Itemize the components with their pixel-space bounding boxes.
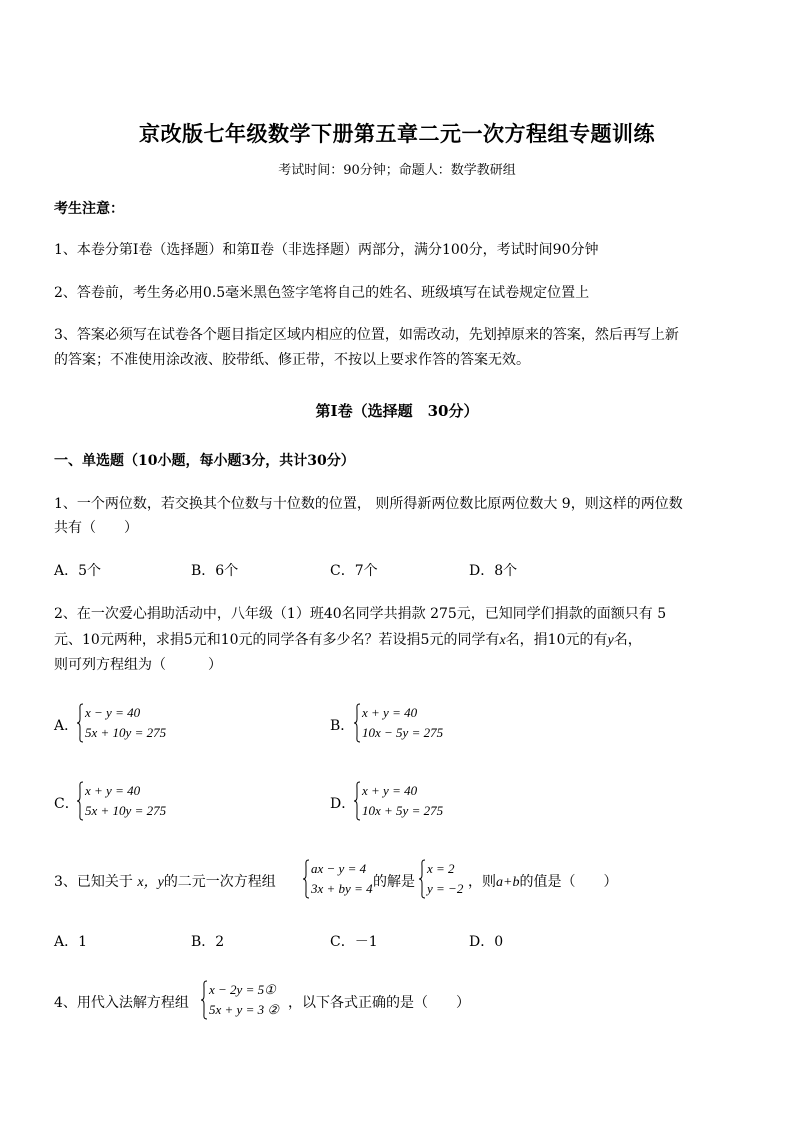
- q1-option-d[interactable]: D．8个: [469, 563, 518, 579]
- q2-option-a-system[interactable]: [76, 703, 206, 743]
- q2-option-b-eq2: 10x − 5y = 275: [362, 725, 444, 740]
- q4-sys-eq1: x − 2y = 5①: [209, 982, 276, 997]
- q3-vars: x，y: [137, 875, 164, 890]
- q2-option-c-eq1: x + y = 40: [85, 783, 141, 798]
- q3-option-b[interactable]: B．2: [191, 934, 225, 950]
- q3-option-c[interactable]: C．－1: [330, 934, 378, 950]
- notice-item-3: 3、答案必须写在试卷各个题目指定区域内相应的位置，如需改动，先划掉原来的答案，然后再写上新: [54, 327, 679, 343]
- q1-option-b[interactable]: B．6个: [191, 563, 239, 579]
- brace-icon: [76, 781, 84, 821]
- q1-stem-line1: 1、一个两位数，若交换其个位数与十位数的位置， 则所得新两位数比原两位数大 9，则这样的两位数: [54, 496, 683, 512]
- q4-sys-eq2: 5x + y = 3 ②: [209, 1002, 279, 1017]
- q3-sol-eq2: y = −2: [427, 881, 464, 896]
- part-title: 一、单选题（10小题，每小题3分，共计30分）: [54, 453, 355, 469]
- brace-icon: [302, 859, 310, 899]
- q2-option-b-label[interactable]: B．: [330, 718, 355, 734]
- notice-item-1: 1、本卷分第Ⅰ卷（选择题）和第Ⅱ卷（非选择题）两部分，满分100分，考试时间90分钟: [54, 242, 599, 258]
- q2-option-c-label[interactable]: C．: [54, 796, 79, 812]
- q3-sys-eq1: ax − y = 4: [311, 861, 367, 876]
- q3-text-suffix: 的值是（ ）: [519, 874, 618, 890]
- q3-option-d[interactable]: D．0: [469, 934, 504, 950]
- q3-equation-system: [302, 859, 372, 899]
- q2-text-c: 名，: [613, 632, 642, 648]
- notice-heading: 考生注意：: [54, 201, 124, 217]
- q2-var-x: x: [499, 633, 506, 648]
- q1-option-c[interactable]: C．7个: [330, 563, 378, 579]
- q2-option-b-system[interactable]: [353, 703, 483, 743]
- q2-option-c-eq2: 5x + 10y = 275: [85, 803, 167, 818]
- q3-text-mid2: 的解是: [373, 874, 415, 890]
- q2-text-a: 元、10元两种，求捐5元和10元的同学各有多少名？若设捐5元的同学有: [54, 632, 500, 648]
- q2-stem-line3: 则可列方程组为（ ）: [54, 657, 222, 673]
- q2-option-d-label[interactable]: D．: [330, 796, 356, 812]
- q4-equation-system: [200, 980, 290, 1020]
- q4-prefix: 4、用代入法解方程组: [54, 995, 189, 1011]
- q3-text-prefix: 3、已知关于: [54, 874, 133, 890]
- q2-option-a-label[interactable]: A．: [54, 718, 79, 734]
- q1-stem-line2: 共有（ ）: [54, 520, 138, 536]
- brace-icon: [353, 781, 361, 821]
- q2-stem-line1: 2、在一次爱心捐助活动中，八年级（1）班40名同学共捐款 275元，已知同学们捐款的面额只有 5: [54, 606, 667, 622]
- q3-text-mid3: ，则: [468, 874, 496, 890]
- section-title: 第Ⅰ卷（选择题 30分）: [315, 402, 479, 420]
- q2-option-c-system[interactable]: [76, 781, 206, 821]
- exam-title: 京改版七年级数学下册第五章二元一次方程组专题训练: [139, 121, 655, 146]
- q3-sys-eq2: 3x + by = 4: [311, 881, 373, 896]
- q2-option-a-eq1: x − y = 40: [85, 705, 141, 720]
- notice-item-2: 2、答卷前，考生务必用0.5毫米黑色签字笔将自己的姓名、班级填写在试卷规定位置上: [54, 285, 590, 301]
- q3-solution-system: [418, 859, 468, 899]
- q3-prefix: [54, 872, 276, 893]
- exam-subtitle: 考试时间：90分钟；命题人：数学教研组: [278, 163, 516, 178]
- q2-option-d-eq1: x + y = 40: [362, 783, 418, 798]
- q4-suffix: ，以下各式正确的是（ ）: [288, 995, 470, 1011]
- q2-option-d-system[interactable]: [353, 781, 483, 821]
- q2-var-y: y: [607, 633, 614, 648]
- brace-icon: [76, 703, 84, 743]
- q2-stem-line2: [54, 630, 642, 651]
- q3-text-mid1: 的二元一次方程组: [163, 874, 276, 890]
- q3-expr: a+b: [496, 875, 520, 890]
- q3-suffix: [468, 872, 617, 893]
- q2-text-b: 名，捐10元的有: [505, 632, 608, 648]
- brace-icon: [200, 980, 208, 1020]
- brace-icon: [418, 859, 426, 899]
- brace-icon: [353, 703, 361, 743]
- q2-option-b-eq1: x + y = 40: [362, 705, 418, 720]
- q3-option-a[interactable]: A．1: [54, 934, 88, 950]
- q3-sol-eq1: x = 2: [427, 861, 455, 876]
- q2-option-d-eq2: 10x + 5y = 275: [362, 803, 444, 818]
- notice-item-3-cont: 的答案；不准使用涂改液、胶带纸、修正带，不按以上要求作答的答案无效。: [54, 352, 530, 368]
- q2-option-a-eq2: 5x + 10y = 275: [85, 725, 167, 740]
- q1-option-a[interactable]: A．5个: [54, 563, 102, 579]
